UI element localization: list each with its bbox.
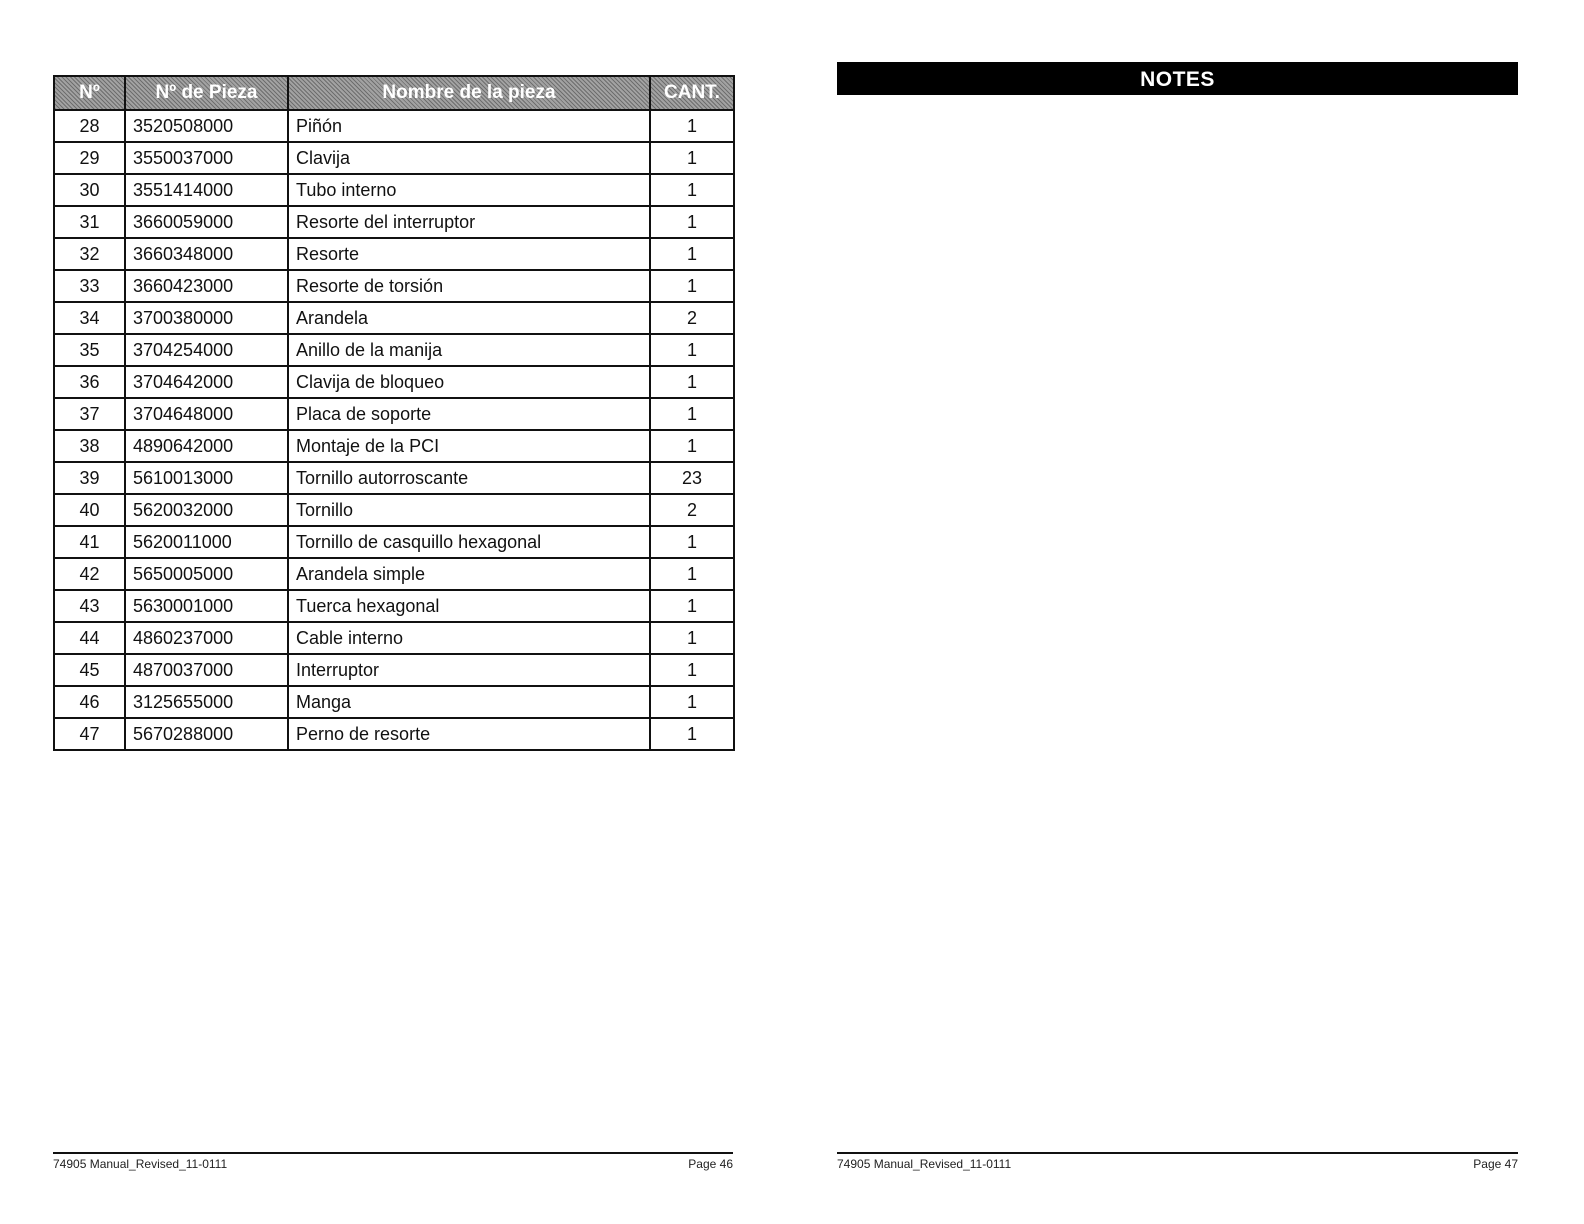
cell-number: 37	[54, 398, 125, 430]
cell-number: 42	[54, 558, 125, 590]
footer-page-number: Page 46	[688, 1157, 733, 1171]
cell-part-name: Interruptor	[288, 654, 650, 686]
table-row	[54, 622, 734, 654]
table-row	[54, 430, 734, 462]
cell-quantity: 1	[650, 686, 734, 718]
cell-part-name: Tornillo	[288, 494, 650, 526]
parts-table	[53, 75, 735, 751]
cell-number: 45	[54, 654, 125, 686]
cell-part-number: 3660423000	[125, 270, 288, 302]
cell-quantity: 1	[650, 110, 734, 142]
cell-number: 32	[54, 238, 125, 270]
cell-quantity: 1	[650, 590, 734, 622]
cell-part-number: 5620011000	[125, 526, 288, 558]
cell-part-name: Tubo interno	[288, 174, 650, 206]
notes-heading: NOTES	[837, 62, 1518, 95]
cell-number: 44	[54, 622, 125, 654]
cell-part-number: 3704254000	[125, 334, 288, 366]
cell-part-name: Montaje de la PCI	[288, 430, 650, 462]
cell-part-number: 3660059000	[125, 206, 288, 238]
cell-part-number: 5630001000	[125, 590, 288, 622]
cell-quantity: 1	[650, 622, 734, 654]
cell-part-number: 3551414000	[125, 174, 288, 206]
cell-quantity: 23	[650, 462, 734, 494]
cell-part-number: 4870037000	[125, 654, 288, 686]
cell-part-name: Tuerca hexagonal	[288, 590, 650, 622]
cell-number: 31	[54, 206, 125, 238]
cell-part-name: Clavija de bloqueo	[288, 366, 650, 398]
cell-quantity: 1	[650, 174, 734, 206]
header-part-name: Nombre de la pieza	[288, 76, 650, 110]
cell-quantity: 2	[650, 302, 734, 334]
table-row	[54, 686, 734, 718]
cell-number: 29	[54, 142, 125, 174]
table-row	[54, 142, 734, 174]
cell-part-number: 3660348000	[125, 238, 288, 270]
footer-page-number: Page 47	[1473, 1157, 1518, 1171]
table-row	[54, 654, 734, 686]
table-row	[54, 462, 734, 494]
footer-document-id: 74905 Manual_Revised_11-0111	[837, 1157, 1012, 1171]
header-number: Nº	[54, 76, 125, 110]
cell-number: 34	[54, 302, 125, 334]
cell-quantity: 1	[650, 654, 734, 686]
cell-number: 30	[54, 174, 125, 206]
cell-number: 46	[54, 686, 125, 718]
cell-part-name: Piñón	[288, 110, 650, 142]
cell-part-name: Cable interno	[288, 622, 650, 654]
cell-quantity: 1	[650, 398, 734, 430]
cell-part-name: Arandela simple	[288, 558, 650, 590]
parts-table-body	[54, 110, 734, 750]
cell-quantity: 1	[650, 334, 734, 366]
cell-quantity: 1	[650, 270, 734, 302]
cell-number: 47	[54, 718, 125, 750]
cell-part-name: Resorte de torsión	[288, 270, 650, 302]
cell-part-number: 3704648000	[125, 398, 288, 430]
cell-quantity: 1	[650, 430, 734, 462]
cell-quantity: 1	[650, 238, 734, 270]
cell-quantity: 1	[650, 206, 734, 238]
table-header-row	[54, 76, 734, 110]
cell-number: 41	[54, 526, 125, 558]
cell-part-number: 3125655000	[125, 686, 288, 718]
cell-quantity: 1	[650, 718, 734, 750]
table-row	[54, 334, 734, 366]
cell-part-name: Tornillo de casquillo hexagonal	[288, 526, 650, 558]
cell-part-name: Placa de soporte	[288, 398, 650, 430]
cell-part-name: Tornillo autorroscante	[288, 462, 650, 494]
cell-number: 39	[54, 462, 125, 494]
page-footer	[53, 1152, 733, 1174]
cell-quantity: 1	[650, 526, 734, 558]
cell-quantity: 1	[650, 142, 734, 174]
cell-number: 28	[54, 110, 125, 142]
right-page	[792, 0, 1584, 1224]
cell-part-name: Resorte	[288, 238, 650, 270]
cell-part-name: Clavija	[288, 142, 650, 174]
cell-part-number: 4860237000	[125, 622, 288, 654]
cell-quantity: 1	[650, 558, 734, 590]
cell-part-number: 5620032000	[125, 494, 288, 526]
table-row	[54, 526, 734, 558]
header-part-number: Nº de Pieza	[125, 76, 288, 110]
table-row	[54, 398, 734, 430]
cell-part-number: 4890642000	[125, 430, 288, 462]
cell-number: 35	[54, 334, 125, 366]
cell-part-name: Anillo de la manija	[288, 334, 650, 366]
cell-number: 33	[54, 270, 125, 302]
cell-part-name: Perno de resorte	[288, 718, 650, 750]
cell-part-number: 5650005000	[125, 558, 288, 590]
cell-part-name: Arandela	[288, 302, 650, 334]
table-row	[54, 494, 734, 526]
table-row	[54, 302, 734, 334]
table-row	[54, 590, 734, 622]
table-row	[54, 558, 734, 590]
cell-quantity: 2	[650, 494, 734, 526]
table-row	[54, 270, 734, 302]
cell-number: 43	[54, 590, 125, 622]
footer-document-id: 74905 Manual_Revised_11-0111	[53, 1157, 228, 1171]
table-row	[54, 174, 734, 206]
table-row	[54, 238, 734, 270]
cell-number: 38	[54, 430, 125, 462]
table-row	[54, 206, 734, 238]
cell-part-number: 3704642000	[125, 366, 288, 398]
cell-part-name: Resorte del interruptor	[288, 206, 650, 238]
header-quantity: CANT.	[650, 76, 734, 110]
cell-part-number: 5610013000	[125, 462, 288, 494]
cell-number: 36	[54, 366, 125, 398]
cell-part-number: 3700380000	[125, 302, 288, 334]
cell-quantity: 1	[650, 366, 734, 398]
page-footer	[837, 1152, 1518, 1174]
table-row	[54, 110, 734, 142]
table-row	[54, 366, 734, 398]
table-row	[54, 718, 734, 750]
cell-part-name: Manga	[288, 686, 650, 718]
cell-part-number: 3550037000	[125, 142, 288, 174]
cell-number: 40	[54, 494, 125, 526]
cell-part-number: 3520508000	[125, 110, 288, 142]
cell-part-number: 5670288000	[125, 718, 288, 750]
